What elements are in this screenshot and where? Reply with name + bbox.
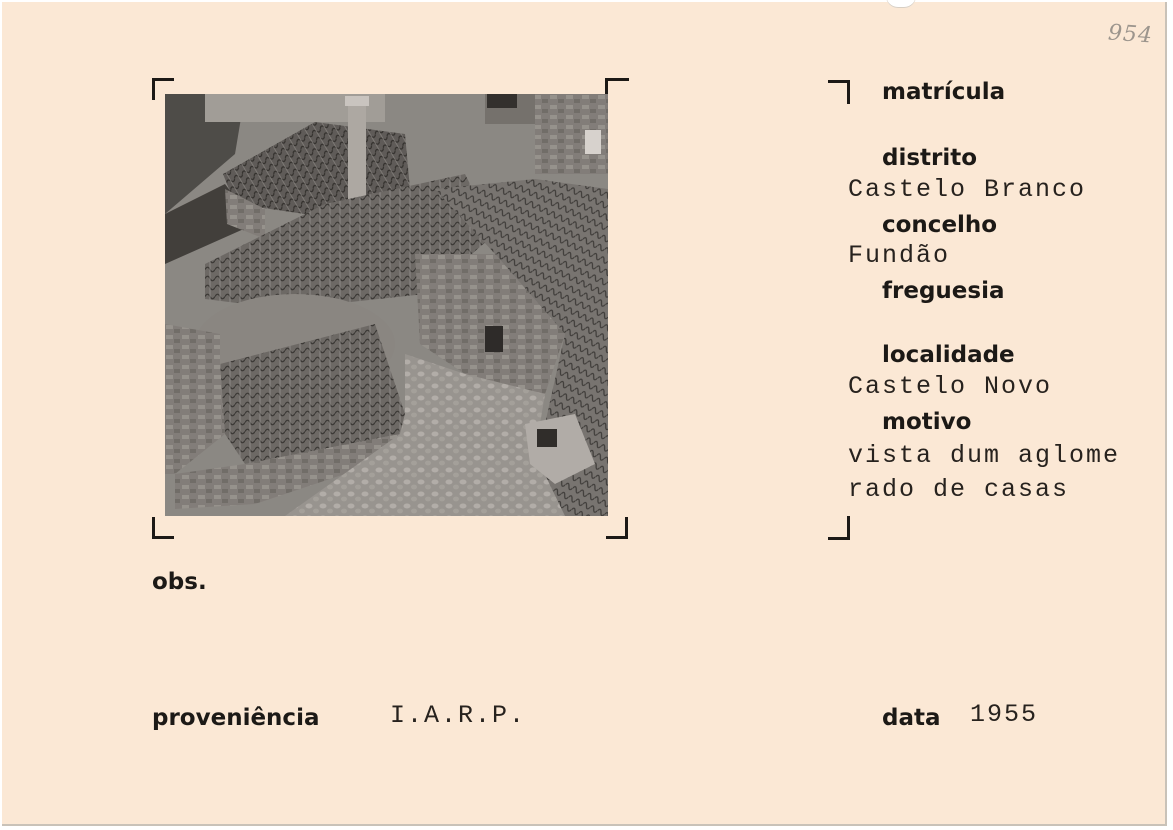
text-frame-corner-bottom <box>828 516 850 540</box>
concelho-value: Fundão <box>848 241 951 270</box>
rooftops-photograph <box>165 94 608 516</box>
motivo-value-line-2: rado de casas <box>848 475 1070 504</box>
punch-hole <box>886 0 916 8</box>
data-label: data <box>882 705 941 731</box>
distrito-value: Castelo Branco <box>848 175 1087 204</box>
photo-frame-corner-top-right <box>605 78 629 100</box>
matricula-label: matrícula <box>882 79 1006 105</box>
text-frame-corner-top <box>828 80 850 104</box>
photo-frame-corner-bottom-left <box>152 517 174 539</box>
localidade-value: Castelo Novo <box>848 372 1053 401</box>
photo-frame-corner-bottom-right <box>606 517 628 539</box>
localidade-label: localidade <box>882 342 1015 368</box>
proveniencia-value: I.A.R.P. <box>390 701 527 730</box>
distrito-label: distrito <box>882 145 978 171</box>
obs-label: obs. <box>152 569 207 595</box>
archive-record-card <box>2 2 1167 826</box>
motivo-value-line-1: vista dum aglome <box>848 441 1121 470</box>
motivo-label: motivo <box>882 409 972 435</box>
pencil-catalog-number: 954 <box>1107 20 1154 49</box>
proveniencia-label: proveniência <box>152 705 320 731</box>
data-value: 1955 <box>970 700 1039 729</box>
freguesia-label: freguesia <box>882 278 1005 304</box>
concelho-label: concelho <box>882 212 998 238</box>
